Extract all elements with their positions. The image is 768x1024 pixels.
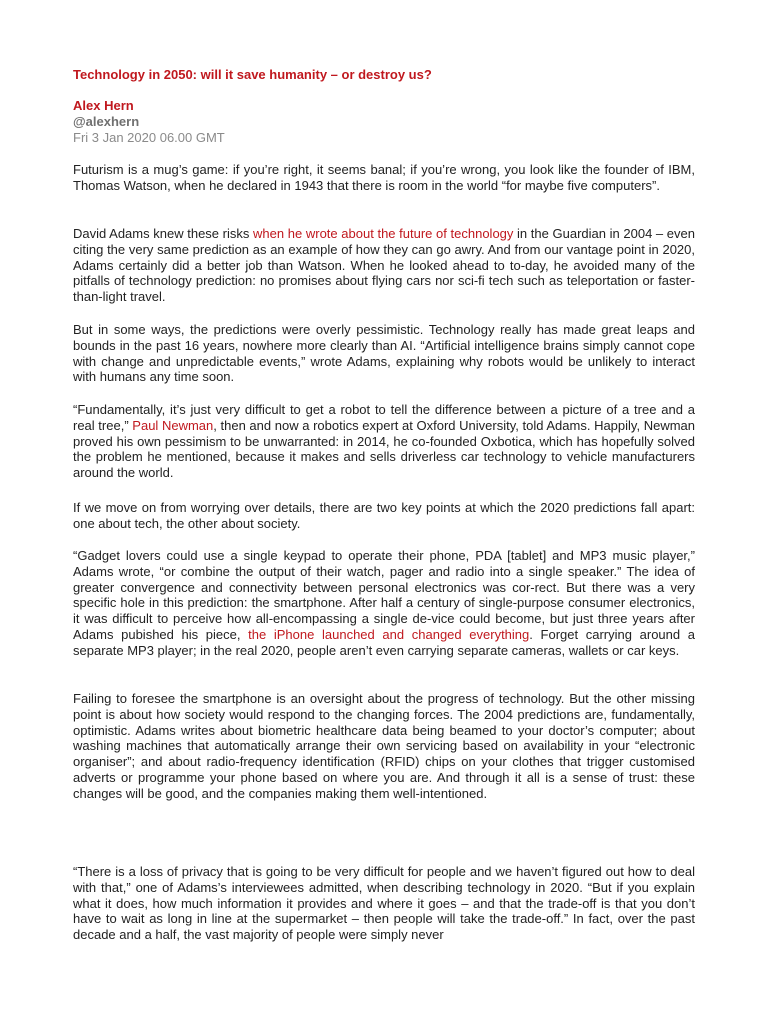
paragraph-text: David Adams knew these risks — [73, 226, 254, 241]
paragraph-7: Failing to foresee the smartphone is an oversight about the progress of technology. But the other missing point is about how society would respond to the changing forces. The 2004 predictions are, fundamentally, optimistic. Adams writes about biometric healthcare data being beamed to your doctor’s computer; about washing machines that automatically arrange their own servicing based on availability in your “electronic organiser”; and about radio-frequency identification (RFID) chips on your clothes that trigger customised adverts or programme your phone based on where you are. And through it all is a sense of trust: these changes will be good, and the companies making them well-intentioned. — [73, 691, 695, 801]
author-handle[interactable]: @alexhern — [73, 114, 140, 129]
guardian-article-link[interactable]: when he wrote about the future of technology — [253, 226, 514, 241]
paragraph-5: If we move on from worrying over details, there are two key points at which the 2020 predictions fall apart: one about tech, the other about society. — [73, 500, 695, 531]
paragraph-text: “Gadget lovers could use a single keypad to operate their phone, PDA [tablet] and MP3 music player,” Adams wrote, “or combine the output of their watch, pager and radio into a single speaker.” The idea of greater convergence and connectivity between personal electronics was cor-rect. But there was a very specific hole in this prediction: the smartphone. After half a century of single-purpose consumer electronics, it was difficult to perceive how all-encompassing a single de-vice could become, but just three years after Adams pubished his piece, — [73, 548, 695, 642]
paragraph-text: . Forget carrying around a separate MP3 player; in the real 2020, people aren’t even carrying separate cameras, wallets or car keys. — [73, 626, 695, 658]
paragraph-1: Futurism is a mug’s game: if you’re right, it seems banal; if you’re wrong, you look like the founder of IBM, Thomas Watson, when he declared in 1943 that there is room in the world “for maybe five computers”. — [73, 162, 695, 193]
paragraph-text: “Fundamentally, it’s just very difficult to get a robot to tell the difference between a picture of a tree and a real tree,” — [73, 402, 695, 433]
author-name[interactable]: Alex Hern — [73, 98, 134, 113]
paragraph-8: “There is a loss of privacy that is going to be very difficult for people and we haven’t figured out how to deal with that,” one of Adams’s interviewees admitted, when describing technology in 2020. “But if you explain what it does, how much information it provides and where it goes – and that the trade-off is that you don’t have to wait as long in line at the supermarket – then people will take the trade-off.” In fact, over the past decade and a half, the vast majority of people were simply never — [73, 864, 695, 943]
paragraph-6 — [73, 548, 695, 659]
paragraph-4 — [73, 402, 695, 481]
paul-newman-link[interactable]: Paul Newman — [132, 417, 214, 433]
publish-date: Fri 3 Jan 2020 06.00 GMT — [73, 130, 225, 145]
paragraph-3: But in some ways, the predictions were overly pessimistic. Technology really has made great leaps and bounds in the past 16 years, nowhere more clearly than AI. “Artificial intelligence brains simply cannot cope with change and unpredictable events,” wrote Adams, explaining why robots would be unlikely to interact with humans any time soon. — [73, 322, 695, 385]
paragraph-2 — [73, 226, 695, 305]
article-title: Technology in 2050: will it save humanity – or destroy us? — [73, 67, 432, 82]
iphone-launch-link[interactable]: the iPhone launched and changed everything — [248, 626, 530, 642]
paragraph-text: in the Guardian in 2004 – even citing the very same prediction as an example of how they can go awry. And from our vantage point in 2020, Adams certainly did a better job than Watson. When he looked ahead to to-day, he avoided many of the pitfalls of technology prediction: no promises about flying cars nor sci-fi tech such as teleportation or faster-than-light travel. — [73, 226, 695, 305]
paragraph-text: , then and now a robotics expert at Oxford University, told Adams. Happily, Newman proved his own pessimism to be unwarranted: in 2014, he co-founded Oxbotica, which has hopefully solved the problem he mentioned, because it makes and sells driverless car technology to vehicle manufacturers around the world. — [73, 417, 695, 481]
